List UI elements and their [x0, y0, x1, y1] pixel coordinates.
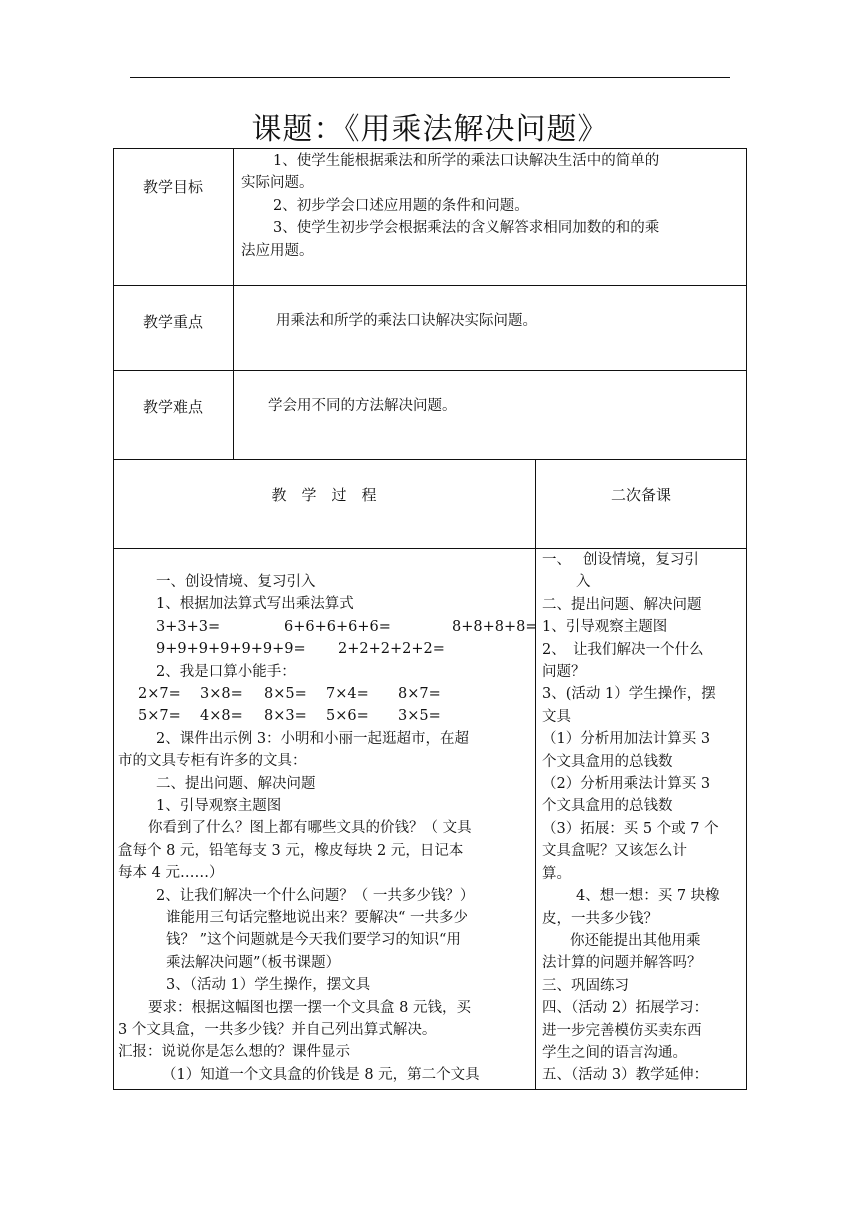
content-line: 钱？ ”这个问题就是今天我们要学习的知识“用 — [166, 932, 461, 949]
content-line: 市的文具专柜有许多的文具： — [118, 753, 307, 770]
content-line: 2、课件出示例 3：小明和小丽一起逛超市，在超 — [156, 730, 470, 747]
content-line: 1、根据加法算式写出乘法算式 — [156, 596, 354, 613]
content-line: 2、我是口算小能手： — [156, 663, 296, 680]
addition-expr: 2+2+2+2+2= — [338, 641, 445, 658]
objective-line: 2、初步学会口述应用题的条件和问题。 — [273, 197, 529, 214]
side-line: 学生之间的语言沟通。 — [542, 1044, 687, 1061]
side-line: 1、引导观察主题图 — [542, 619, 668, 636]
side-line: 算。 — [542, 865, 571, 882]
oral-calc: 5×7= — [138, 708, 181, 725]
objective-line: 1、使学生能根据乘法和所学的乘法口诀解决生活中的简单的 — [273, 153, 660, 169]
side-line: 三、巩固练习 — [542, 977, 629, 994]
content-line: 乘法解决问题”（板书课题） — [166, 954, 341, 971]
side-line: 个文具盒用的总钱数 — [542, 798, 673, 815]
content-line: 1、引导观察主题图 — [156, 798, 282, 814]
side-line: 二、提出问题、解决问题 — [542, 596, 702, 613]
oral-calc: 3×8= — [200, 686, 243, 702]
difficulty-text: 学会用不同的方法解决问题。 — [268, 398, 457, 414]
oral-calc: 8×3= — [264, 708, 307, 725]
side-line: （2）分析用乘法计算买 3 — [542, 776, 711, 793]
difficulty-label: 教学难点 — [142, 398, 203, 416]
side-line: 2、 让我们解决一个什么 — [542, 641, 704, 658]
content-line: 3、（活动 1）学生操作，摆文具 — [166, 977, 371, 994]
oral-calc: 8×5= — [264, 686, 307, 702]
side-line: 文具盒呢？又该怎么计 — [542, 843, 687, 860]
side-column-divider — [535, 459, 536, 1090]
row-divider — [113, 285, 747, 286]
addition-expr: 9+9+9+9+9+9+9= — [156, 641, 306, 658]
side-line: 文具 — [542, 708, 571, 725]
content-line: 3 个文具盒，一共多少钱？并自己列出算式解决。 — [118, 1022, 437, 1039]
key-point-text: 用乘法和所学的乘法口诀解决实际问题。 — [276, 313, 537, 329]
key-point-label: 教学重点 — [142, 313, 203, 331]
row-divider — [113, 459, 747, 460]
oral-calc: 3×5= — [398, 708, 441, 725]
process-label: 教 学 过 程 — [271, 486, 377, 504]
oral-calc: 2×7= — [138, 686, 181, 702]
side-line: 4、想一想：买 7 块橡 — [576, 888, 720, 905]
addition-expr: 3+3+3= — [156, 618, 221, 635]
objective-line: 法应用题。 — [241, 242, 314, 259]
content-line: （1）知道一个文具盒的价钱是 8 元，第二个文具 — [162, 1066, 480, 1083]
second-prep-content — [542, 549, 742, 1087]
addition-expr: 8+8+8+8= — [452, 618, 538, 635]
side-line: 3、(活动 1）学生操作，摆 — [542, 686, 716, 703]
content-line: 每本 4 元……） — [118, 865, 224, 882]
content-line: 要求：根据这幅图也摆一摆一个文具盒 8 元钱，买 — [148, 999, 471, 1016]
process-content — [118, 571, 538, 1086]
second-prep-label: 二次备课 — [610, 486, 671, 504]
content-line: 盒每个 8 元，铅笔每支 3 元，橡皮每块 2 元，日记本 — [118, 842, 464, 859]
addition-expr: 6+6+6+6+6= — [284, 618, 391, 635]
objective-line: 实际问题。 — [241, 175, 314, 192]
side-line: 四、（活动 2）拓展学习： — [542, 1000, 709, 1017]
content-line: 汇报：说说你是怎么想的？课件显示 — [118, 1044, 350, 1061]
header-rule — [130, 77, 730, 78]
objectives-text — [241, 150, 743, 262]
side-line: （3）拓展：买 5 个或 7 个 — [542, 820, 719, 837]
section-heading: 二、提出问题、解决问题 — [156, 775, 316, 792]
oral-calc: 7×4= — [326, 686, 369, 702]
side-line: 进一步完善模仿买卖东西 — [542, 1022, 702, 1039]
content-line: 你看到了什么？图上都有哪些文具的价钱？（ 文具 — [148, 820, 472, 837]
objective-line: 3、使学生初步学会根据乘法的含义解答求相同加数的和的乘 — [273, 220, 660, 237]
row-divider — [113, 370, 747, 371]
content-line: 2、让我们解决一个什么问题？（ 一共多少钱？） — [156, 887, 475, 904]
side-line: 皮，一共多少钱？ — [542, 910, 658, 927]
side-line: （1）分析用加法计算买 3 — [542, 731, 711, 748]
label-column-divider — [233, 148, 234, 459]
content-line: 谁能用三句话完整地说出来？要解决“ 一共多少 — [166, 910, 469, 927]
oral-calc: 8×7= — [398, 686, 441, 702]
section-heading: 一、创设情境、复习引入 — [156, 574, 316, 590]
side-line: 入 — [576, 574, 591, 591]
page-title: 课题：《用乘法解决问题》 — [251, 112, 609, 147]
side-line: 一、 创设情境，复习引 — [542, 552, 699, 568]
side-line: 你还能提出其他用乘 — [570, 932, 701, 949]
oral-calc: 4×8= — [200, 708, 243, 725]
side-line: 法计算的问题并解答吗？ — [542, 955, 702, 972]
side-line: 问题？ — [542, 664, 586, 681]
objectives-label: 教学目标 — [142, 178, 203, 196]
side-line: 个文具盒用的总钱数 — [542, 753, 673, 770]
oral-calc: 5×6= — [326, 708, 369, 725]
side-line: 五、（活动 3）教学延伸： — [542, 1067, 709, 1084]
